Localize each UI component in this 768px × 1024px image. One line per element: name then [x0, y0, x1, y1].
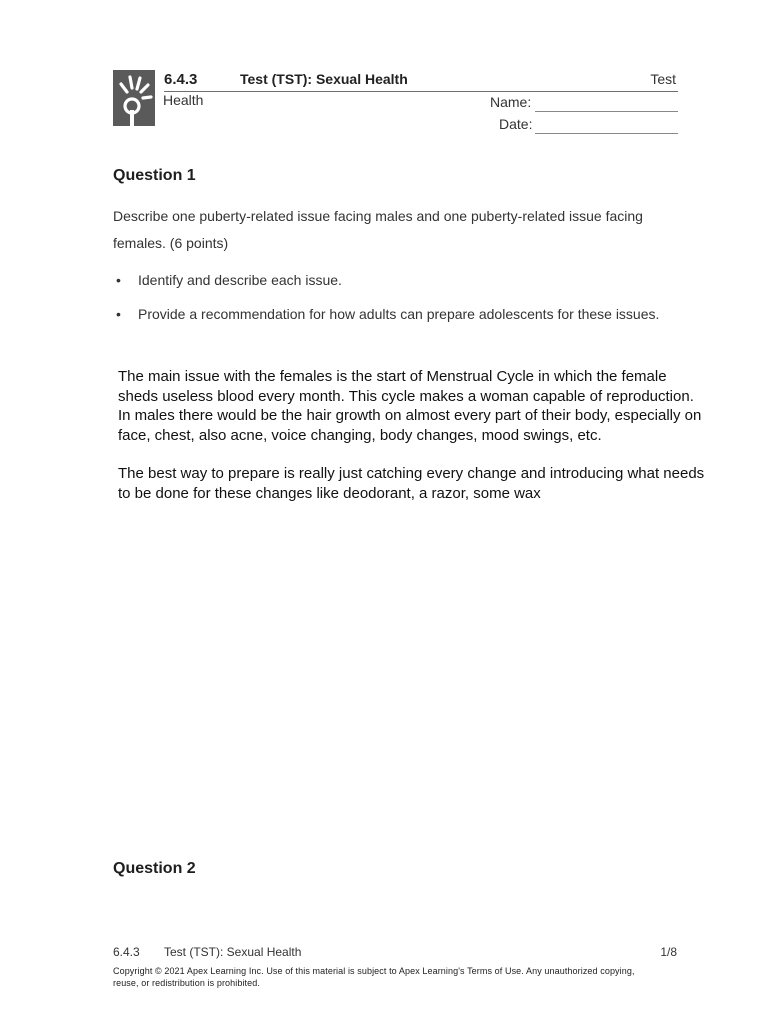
question-1-heading: Question 1 [113, 167, 196, 184]
bullet-icon: • [116, 306, 121, 322]
bullet-text: Provide a recommendation for how adults can prepare adolescents for these issues. [138, 306, 660, 322]
bullet-text: Identify and describe each issue. [138, 272, 342, 288]
list-item [113, 271, 673, 289]
header-divider [164, 91, 678, 92]
copyright-notice: Copyright © 2021 Apex Learning Inc. Use of this material is subject to Apex Learning's Terms of Use. Any unauthorized copying, reuse, or redistribution is prohibited. [113, 966, 635, 988]
question-2-heading: Question 2 [113, 860, 196, 877]
bullet-icon: • [116, 272, 121, 288]
page-number: 1/8 [660, 945, 677, 959]
answer-paragraph-3: The best way to prepare is really just catching every change and introducing what needs to be done for these changes like deodorant, a razor, some wax [118, 465, 705, 502]
list-item [113, 305, 673, 323]
subject-label: Health [163, 92, 204, 108]
section-code: 6.4.3 [164, 71, 198, 88]
answer-paragraph-1: The main issue with the females is the start of Menstrual Cycle in which the female sheds useless blood every month. This cycle makes a woman capable of reproduction. [118, 368, 694, 405]
assignment-type: Test [650, 71, 676, 87]
question-1-answer[interactable] [118, 367, 710, 503]
test-title: Test (TST): Sexual Health [240, 71, 408, 87]
name-field-line [535, 111, 678, 112]
apex-learning-logo [113, 70, 155, 126]
date-field-line [535, 133, 678, 134]
footer-title: Test (TST): Sexual Health [164, 945, 302, 959]
footer-section-code: 6.4.3 [113, 945, 140, 959]
paragraph-gap [118, 445, 710, 464]
name-label: Name: [490, 94, 532, 110]
question-1-bullet-list [113, 271, 673, 339]
question-1-prompt: Describe one puberty-related issue facing males and one puberty-related issue facing females. (6 points) [113, 208, 643, 251]
date-label: Date: [499, 116, 533, 132]
answer-paragraph-2: In males there would be the hair growth on almost every part of their body, especially on face, chest, also acne, voice changing, body changes, mood swings, etc. [118, 407, 702, 444]
